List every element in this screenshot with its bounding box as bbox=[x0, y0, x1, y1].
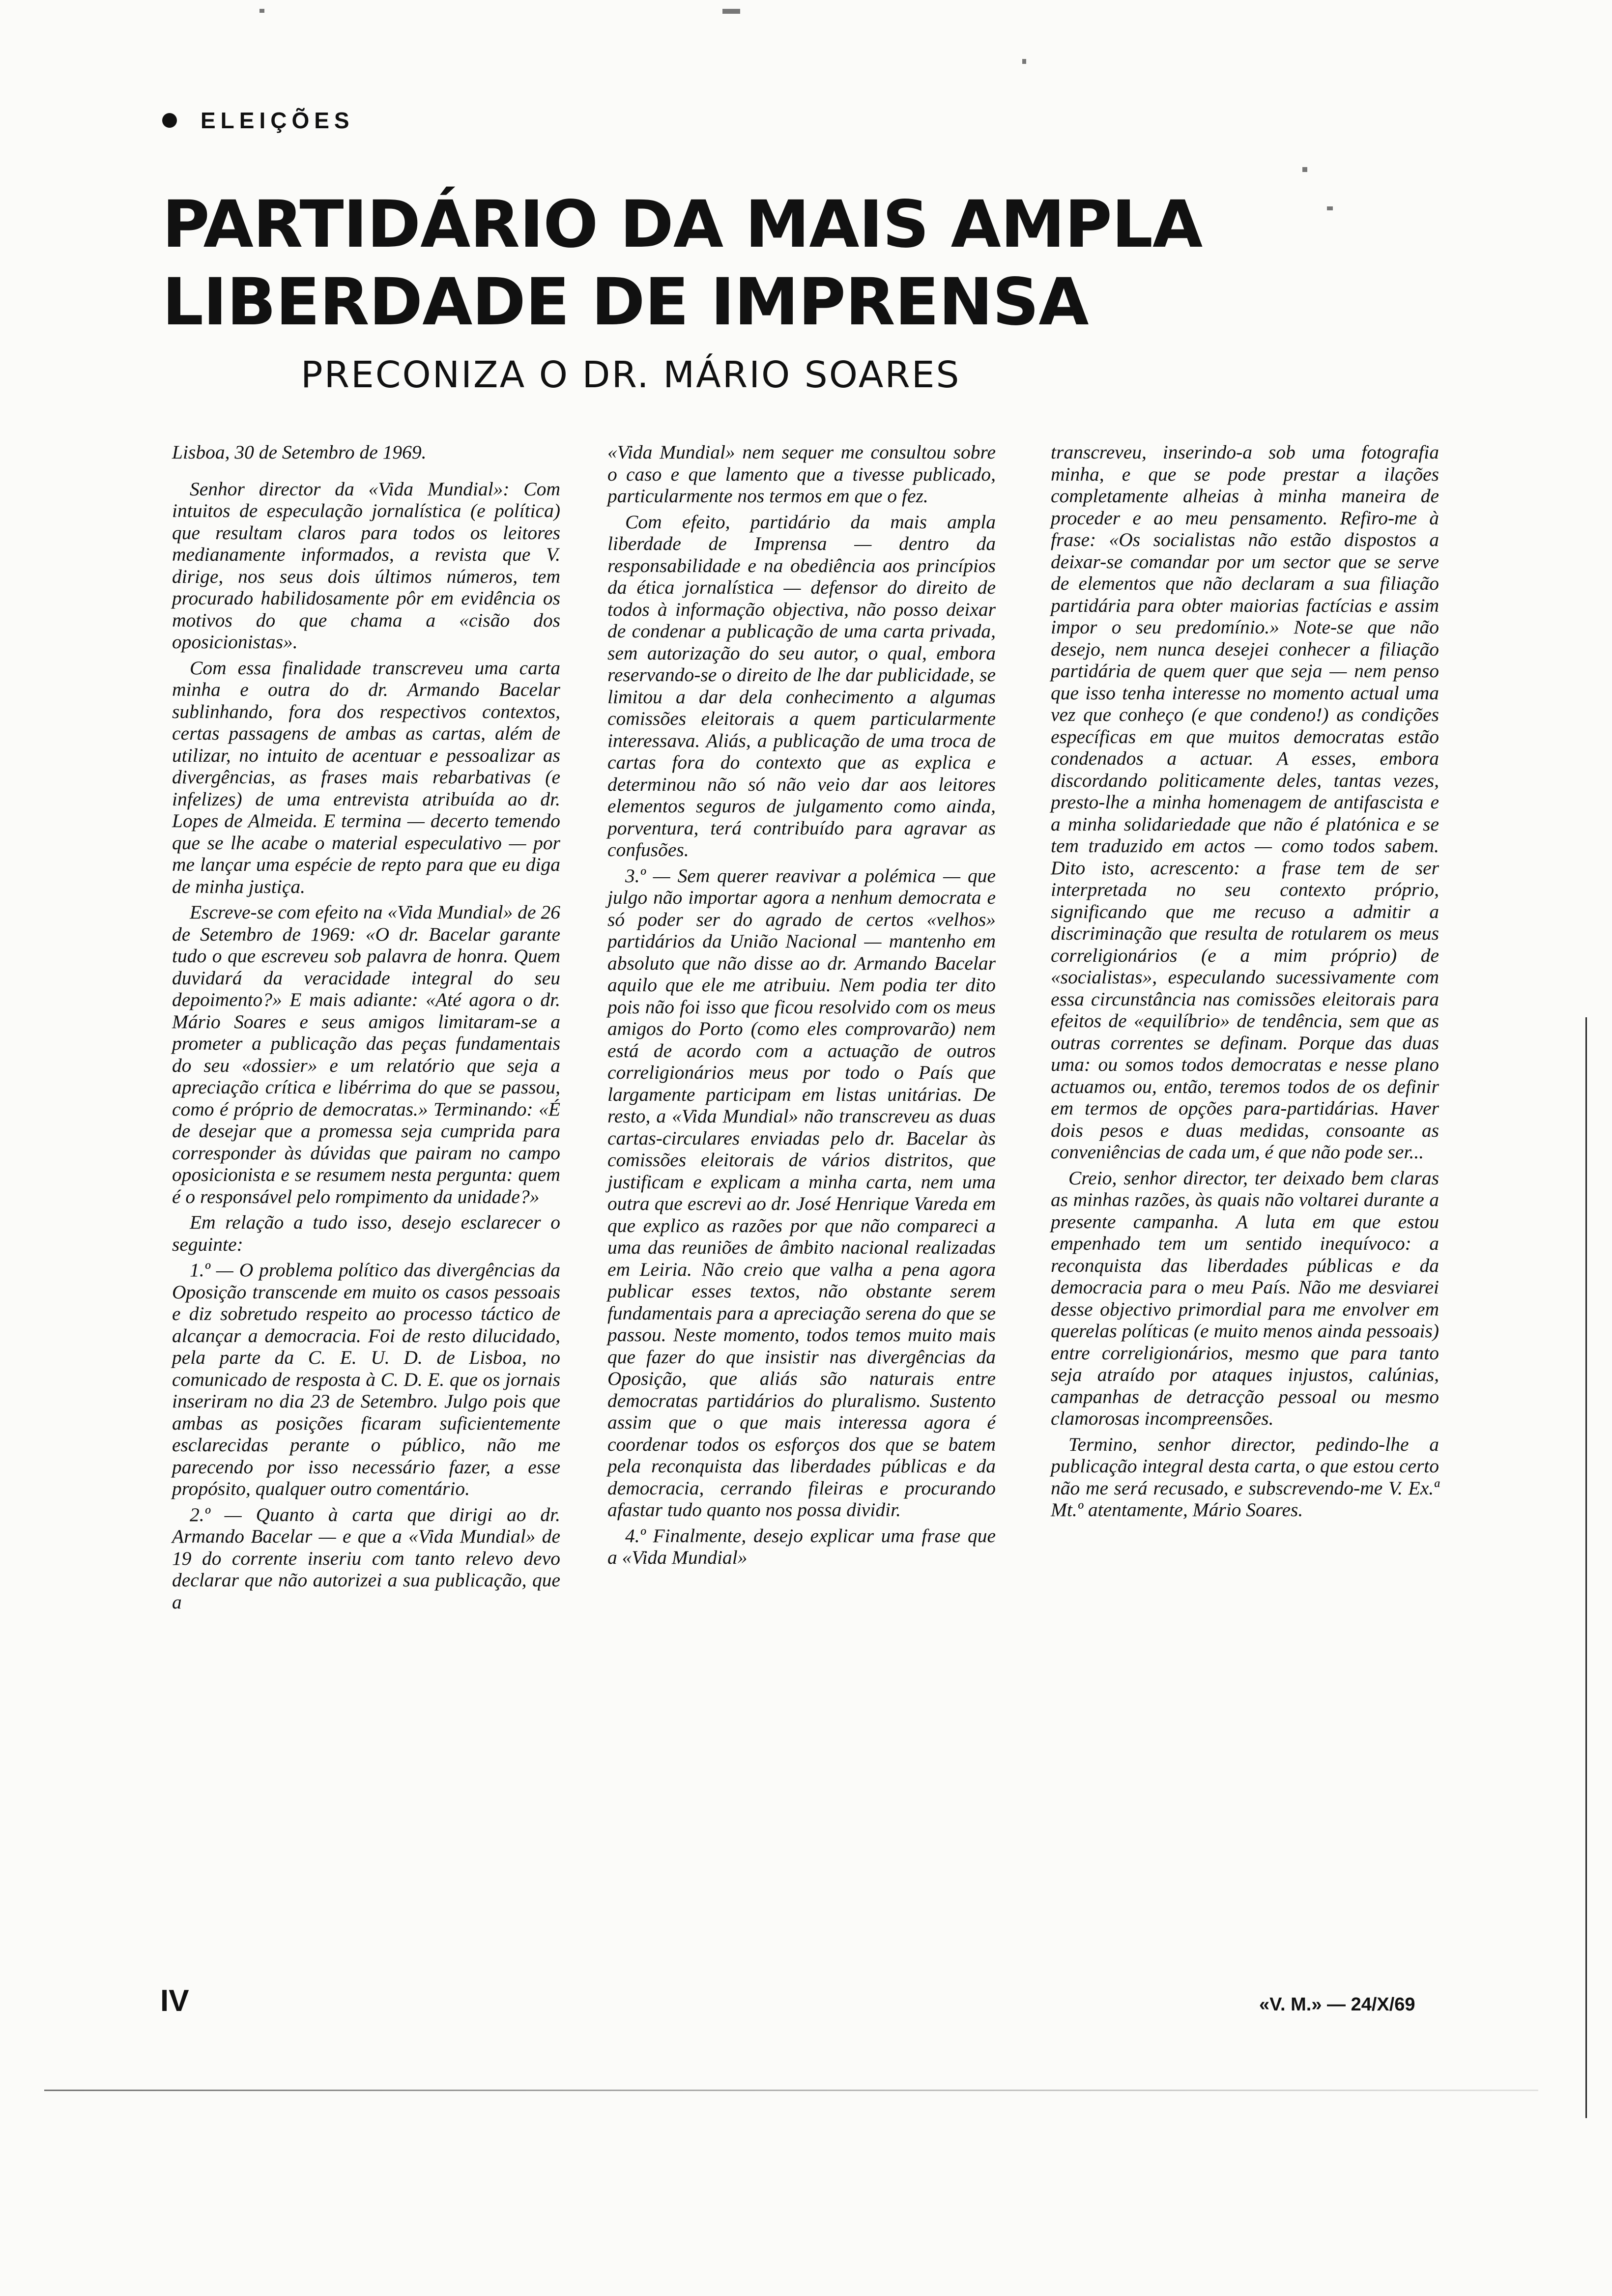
scan-speck bbox=[722, 9, 740, 14]
paragraph: 4.º Finalmente, desejo explicar uma frase que a «Vida Mundial» bbox=[607, 1524, 996, 1568]
bullet-icon bbox=[162, 113, 177, 128]
paragraph: Escreve-se com efeito na «Vida Mundial» de 26 de Setembro de 1969: «O dr. Bacelar garante tudo o que escreveu sob palavra de honra. Quem duvidará da veracidade integral do seu depoimento?» E mais adiante: «Até agora o dr. Mário Soares e seus amigos limitaram-se a prometer a publicação das peças fundamentais do seu «dossier» e um relatório que seja a apreciação crítica e libérrima do que se passou, como é próprio de democratas.» Terminando: «É de desejar que a promessa seja cumprida para corresponder às dúvidas que pairam no campo oposicionista e se resumem nesta pergunta: quem é o responsável pelo rompimento da unidade?» bbox=[172, 901, 560, 1207]
article-column-1 bbox=[172, 441, 560, 1617]
issue-reference: «V. M.» — 24/X/69 bbox=[1259, 1994, 1415, 2015]
scan-speck bbox=[1327, 206, 1333, 210]
section-label: ELEIÇÕES bbox=[201, 108, 354, 133]
paragraph: 2.º — Quanto à carta que dirigi ao dr. Armando Bacelar — e que a «Vida Mundial» de 19 do corrente inseriu com tanto relevo devo declarar que não autorizei a sua publicação, que a bbox=[172, 1503, 560, 1613]
article-column-3 bbox=[1051, 441, 1439, 1525]
headline-line-2: LIBERDADE DE IMPRENSA bbox=[162, 264, 1089, 340]
paragraph: Senhor director da «Vida Mundial»: Com intuitos de especulação jornalística (e política) que resultam claros para todos os leitores medianamente informados, a revista que V. dirige, nos seus dois últimos números, tem procurado habilidosamente pôr em evidência os motivos do que chama a «cisão dos oposicionistas». bbox=[172, 478, 560, 653]
subheadline: PRECONIZA O DR. MÁRIO SOARES bbox=[301, 354, 961, 396]
dateline: Lisboa, 30 de Setembro de 1969. bbox=[172, 441, 427, 463]
bottom-rule bbox=[44, 2090, 1538, 2091]
headline bbox=[162, 186, 1391, 341]
scan-speck bbox=[1022, 59, 1026, 64]
article-column-2 bbox=[607, 441, 996, 1573]
paragraph: Com efeito, partidário da mais ampla liberdade de Imprensa — dentro da responsabilidade e na obediência aos princípios da ética jornalística — defensor do direito de todos à informação objectiva, não posso deixar de condenar a publicação de uma carta privada, sem autorização do seu autor, o qual, embora reservando-se o direito de lhe dar publicidade, se limitou a dar dela conhecimento a algumas comissões eleitorais a quem particularmente interessava. Aliás, a publicação de uma troca de cartas fora do contexto que as explica e determinou não só não veio dar aos leitores elementos seguros de julgamento como ainda, porventura, terá contribuído para agravar as confusões. bbox=[607, 511, 996, 861]
page-number: IV bbox=[160, 1984, 189, 2018]
paragraph: Com essa finalidade transcreveu uma carta minha e outra do dr. Armando Bacelar sublinhando, fora dos respectivos contextos, certas passagens de ambas as cartas, além de utilizar, no intuito de acentuar e pessoalizar as divergências, as frases mais rebarbativas (e infelizes) de uma entrevista atribuída ao dr. Lopes de Almeida. E termina — decerto temendo que se lhe acabe o material especulativo — por me lançar uma espécie de repto para que eu diga de minha justiça. bbox=[172, 657, 560, 897]
scan-edge-line bbox=[1585, 1017, 1587, 2118]
paragraph: Creio, senhor director, ter deixado bem claras as minhas razões, às quais não voltarei durante a presente campanha. A luta em que estou empenhado tem um sentido inequívoco: a reconquista das liberdades públicas e da democracia para o meu País. Não me desviarei desse objectivo primordial para me envolver em querelas políticas (e muito menos ainda pessoais) entre correligionários, mesmo que para tanto seja atraído por ataques injustos, calúnias, campanhas de detracção pessoal ou mesmo clamorosas incompreensões. bbox=[1051, 1167, 1439, 1429]
paragraph: Em relação a tudo isso, desejo esclarecer o seguinte: bbox=[172, 1211, 560, 1255]
scan-speck bbox=[1302, 167, 1307, 172]
paragraph: transcreveu, inserindo-a sob uma fotografia minha, e que se pode prestar a ilações completamente alheias à minha maneira de proceder e ao meu pensamento. Refiro-me à frase: «Os socialistas não estão dispostos a deixar-se comandar por um sector que se serve de elementos que não declaram a sua filiação partidária para obter maiorias factícias e assim impor o seu predomínio.» Note-se que não desejo, nem nunca desejei conhecer a filiação partidária de quem quer que seja — nem penso que isso tenha interesse no momento actual uma vez que conheço (e que condeno!) as condições específicas em que muitos democratas estão condenados a actuar. A esses, embora discordando politicamente deles, tantas vezes, presto-lhe a minha homenagem de antifascista e a minha solidariedade que não é platónica e se tem traduzido em actos — como todos sabem. Dito isto, acrescento: a frase tem de ser interpretada no seu contexto próprio, significando que me recuso a admitir a discriminação que resulta de rotularem os meus correligionários (e a mim próprio) de «socialistas», especulando sucessivamente com essa circunstância nas comissões eleitorais para efeitos de «equilíbrio» de tendência, sem que as outras correntes se definam. Porque das duas uma: ou somos todos democratas e nesse plano actuamos ou, então, teremos todos de os definir em termos de opções para-partidárias. Haver dois pesos e duas medidas, consoante as conveniências de cada um, é que não pode ser... bbox=[1051, 441, 1439, 1163]
paragraph: 3.º — Sem querer reavivar a polémica — que julgo não importar agora a nenhum democrata e só poder ser do agrado de certos «velhos» partidários da União Nacional — mantenho em absoluto que não disse ao dr. Armando Bacelar aquilo que ele me atribuiu. Nem podia ter dito pois não foi isso que ficou resolvido com os meus amigos do Porto (como eles comprovarão) nem está de acordo com a actuação de outros correligionários meus por todo o País que largamente participam em listas unitárias. De resto, a «Vida Mundial» não transcreveu as duas cartas-circulares enviadas pelo dr. Bacelar às comissões eleitorais de vários distritos, que justificam e explicam a minha carta, nem uma outra que escrevi ao dr. José Henrique Vareda em que explico as razões por que não compareci a uma das reuniões de âmbito nacional realizadas em Leiria. Não creio que valha a pena agora publicar esses textos, não obstante serem fundamentais para a apreciação serena do que se passou. Neste momento, todos temos muito mais que fazer do que insistir nas divergências da Oposição, que aliás são naturais entre democratas partidários do pluralismo. Sustento assim que o que mais interessa agora é coordenar todos os esforços dos que se batem pela reconquista das liberdades públicas e da democracia, cerrando fileiras e procurando afastar tudo quanto nos possa dividir. bbox=[607, 864, 996, 1521]
section-kicker bbox=[162, 107, 354, 134]
paragraph: 1.º — O problema político das divergências da Oposição transcende em muito os casos pessoais e diz sobretudo respeito ao processo táctico de alcançar a democracia. Foi de resto dilucidado, pela parte da C. E. U. D. de Lisboa, no comunicado de resposta à C. D. E. que os jornais inseriram no dia 23 de Setembro. Julgo pois que ambas as posições ficaram suficientemente esclarecidas perante o público, não me parecendo por isso necessário fazer, a esse propósito, qualquer outro comentário. bbox=[172, 1259, 560, 1499]
paragraph: Termino, senhor director, pedindo-lhe a publicação integral desta carta, o que estou certo não me será recusado, e subscrevendo-me V. Ex.ª Mt.º atentamente, Mário Soares. bbox=[1051, 1433, 1439, 1521]
headline-line-1: PARTIDÁRIO DA MAIS AMPLA bbox=[162, 187, 1203, 262]
paragraph: «Vida Mundial» nem sequer me consultou sobre o caso e que lamento que a tivesse publicado, particularmente nos termos em que o fez. bbox=[607, 441, 996, 507]
scan-speck bbox=[259, 9, 264, 13]
